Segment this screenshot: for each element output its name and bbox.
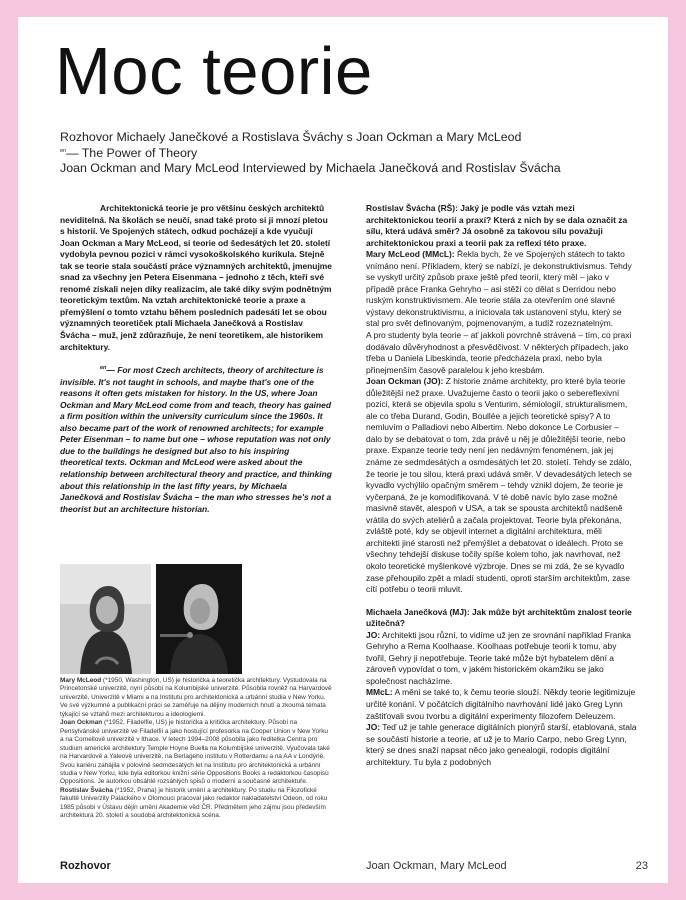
speaker-label: Mary McLeod (MMcL): <box>366 249 455 260</box>
footer-running-head: Joan Ockman, Mary McLeod <box>366 860 507 872</box>
caption-text: (*1952, Praha) je historik umění a architektury. Po studiu na Filozofické fakultě Univerzity Palackého v Olomouci pracoval jako redaktor nakladatelství Odeon, od roku 1985 působí v Ústavu dějin umění Akademie věd ČR. Předmětem jeho zájmu jsou především architektura 20. století a soudobá architektonická scéna. <box>60 786 328 820</box>
portrait-photos <box>60 564 332 674</box>
caption-name: Mary McLeod <box>60 677 102 684</box>
subtitle-english-line: Joan Ockman and Mary McLeod Interviewed by Michaela Janečková and Rostislav Švácha <box>60 161 561 175</box>
answer-text: Z historie známe architekty, pro které byla teorie důležitější než praxe. Uvažujeme často o teorii jako o sebereflexivní pozici, která se objevila spolu s Venturim, sémiologií, strukturalismem, ale co třeba Durand, Godin, Boullée a jejich teoretické spisy? A to nemluvím o Palladiovi nebo Albertim. Nebo dokonce Le Corbusier – dalo by se debatovat o tom, zda právě u něj je důležitější teorie, nebo praxe. Expanze teorie tedy není jen nedávným fenoménem, jak jej známe ze sedmdesátých a osmdesátých let 20. století. Tehdy se zdálo, že teorie je tou silou, která praxi udává směr. V devadesátých letech se kyvadlo vychýlilo opačným směrem – tehdy vznikl dojem, že teorie je vyčerpaná, že je komodifikovaná. V té době navíc bylo zase možné masivně stavět, alespoň v USA, a tak se spousta architektů nadšeně vrátila do svých ateliérů a začala projektovat. Teorie byla překonána, zvláště poté, kdy se objevil internet a digitální architektura, měli architekti jiné starosti než přemýšlet a debatovat o ideálech. Proto se všechny tehdejší diskuse točily spíše kolem toho, jak navrhovat, než okolo teoretické myšlenkové výzbroje. Dnes se mi zdá, že se kyvadlo zase přehoupilo zpět a mladí studenti, oproti starším architektům, zase cítí potřebu o teorii mluvit. <box>366 376 632 595</box>
intro-english <box>60 365 332 515</box>
answer-paragraph <box>366 687 637 722</box>
answer-text: A měni se také to, k čemu teorie slouží. Někdy teorie legitimizuje určité konání. V počátcích digitálního navrhování lidé jako Greg Lynn zaštiťovali svou tvorbu a digitální experimenty filozofem Deleuzem. <box>366 687 636 721</box>
footer-section-label: Rozhovor <box>60 860 111 872</box>
portrait-caption <box>60 677 333 821</box>
speaker-label: Joan Ockman (JO): <box>366 376 444 387</box>
answer-text: Řekla bych, že ve Spojených státech to takto vnímáno není. Příkladem, který se nabízí, je dekonstruktivismus. Tehdy se vyskytl určitý způsob praxe ještě před teorií, který měl – jako v případě práce Franka Gehryho – asi stěží co dělat s Derridou nebo ruským konstruktivismem. Ale teorie stála za otevřením oné slavné výstavy dekonstruktivismu, a iniciovala tak ustanovení stylu, který se stal pro svět definovaným, pojmenovaným, a tudíž rozeznatelným. <box>366 249 632 329</box>
intro-english-text: — For most Czech architects, theory of architecture is invisible. It's not taught in schools, and maybe that's one of the reasons it often gets mistaken for history. In the US, where Joan Ockman and Mary McLeod come from and teach, theory has gained a firm position within the university curriculum since the 1960s. It also became part of the work of renowned architects; for example Peter Eisenman – to name but one – whose reputation was not only due to the buildings he designed but also to his inspiring theoretical texts. Ockman and McLeod were asked about the relationship between architectural theory and practice, and thinking about this relationship in the last fifty years, by Michaela Janečková and Rostislav Švácha – the man who stresses he's not a theorist but an architecture historian. <box>60 365 332 514</box>
speaker-label: JO: <box>366 629 381 640</box>
answer-paragraph <box>366 249 637 330</box>
caption-entry <box>60 787 333 821</box>
caption-text: (*1950, Washington, US) je historička a teoretička architektury. Vystudovala na Princetonské univerzitě, nyní působí na Kolumbijské univerzitě. Působila rovněž na Harvardově univerzitě, Univerzitě v Miami a na Institutu pro architektonická a urbánní studia v New Yorku. Ve své výzkumné a publikační práci se zaměřuje na dějiny moderních hnutí a zkoumá témata týkající se vztahů mezi architekturou a ideologiemi. <box>60 677 332 718</box>
caption-entry <box>60 719 333 787</box>
article-title: Moc teorie <box>55 34 373 109</box>
page-number: 23 <box>635 860 648 872</box>
question-paragraph: Michaela Janečková (MJ): Jak může být architektům znalost teorie užitečná? <box>366 606 632 629</box>
answer-paragraph: A pro studenty byla teorie – ať jakkoli povrchně strávená – tím, co praxi dodávalo důvěryhodnost a přesvědčivost. V některých případech, jako třeba u Daniela Libeskinda, teorie předcházela praxi, nebo byla přinejmenším časově paralelou k jeho kresbám. <box>366 330 632 375</box>
page-sheet <box>18 17 668 883</box>
speaker-label: MMcL: <box>366 687 393 698</box>
subtitle-czech: Rozhovor Michaely Janečkové a Rostislava Šváchy s Joan Ockman a Mary McLeod <box>60 130 522 144</box>
caption-name: Rostislav Švácha <box>60 786 113 794</box>
photo-joan-ockman <box>156 564 242 674</box>
answer-paragraph <box>366 630 637 688</box>
caption-entry <box>60 677 333 719</box>
answer-text: Teď už je tahle generace digitálních pionýrů starší, etablovaná, stala se součástí historie a teorie, ať už je to Mario Carpo, nebo Greg Lynn, který se dnes snaží napsat něco jako genealogii, rodopis digitální architektury. Tu byla z podobných <box>366 722 637 767</box>
answer-paragraph <box>366 722 637 768</box>
intro-czech: Architektonická teorie je pro většinu českých architektů neviditelná. Na školách se neučí, snad také proto si ji mnozí pletou s historií. Ve Spojených státech, odkud pocházejí a kde vyučují Joan Ockman a Mary McLeod, si teorie od šedesátých let 20. století vydobyla pevnou pozici v rámci vysokoškolského kurikula. Stejně tak se teorie stala součástí práce významných architektů, jmenujme snad za všechny jen Petera Eisenmana – jednoho z těch, kteří své renomé získali nejen díky realizacím, ale také díky svým podnětným teoretickým textům. Na vztah architektonické teorie a praxe a přemýšlení o tomto vztahu během posledních padesáti let se obou významných teoretiček ptali Michaela Janečková a Rostislav Švácha – muž, jenž zdůrazňuje, že není teoretikem, ale historikem architektury. <box>60 203 332 352</box>
answer-paragraph <box>366 376 637 595</box>
right-column <box>366 203 637 768</box>
left-column <box>60 203 332 515</box>
photo-mary-mcleod <box>60 564 151 674</box>
language-marker: en <box>100 365 107 372</box>
language-marker: en <box>60 147 67 154</box>
caption-text: (*1952, Filadelfie, US) je historička a kritička architektury. Působí na Pensylvánské univerzitě ve Filadelfii a jako hostující profesorka na Cooper Union v New Yorku a na Cornellově univerzitě v Ithace. V letech 1994–2008 působila jako ředitelka Centra pro studium americké architektury Temple Hoyne Buella na Kolumbijské univerzitě. Vyučovala také na Harvardově a Yaleově univerzitě, na Berlageho institutu v Rotterdamu a na AA v Londýně. Svou kariéru zahájila v polovině sedmdesátých let na Institutu pro architektonická a urbánní studia v New Yorku, kde byla editorkou knižní série Oppositions Books a redaktorkou časopisu Oppositions. Je autorkou obsáhlé rozsáhlých spisů o moderní a současné architektuře. <box>60 719 330 786</box>
subtitle-english <box>60 146 197 162</box>
subtitle-english-title: — The Power of Theory <box>66 146 198 160</box>
answer-text: Architekti jsou různí, to vidíme už jen ze srovnání například Franka Gehryho a Rema Koolhaase. Koolhaas potřebuje teorii k tomu, aby tvořil, Gehry ji nepotřebuje. Teorie také může být hybatelem dění a zároveň vypovídat o tom, v jakém historickém okamžiku se jako společnost nacházíme. <box>366 629 631 686</box>
question-paragraph: Rostislav Švácha (RŠ): Jaký je podle vás vztah mezi architektonickou teorií a praxí? Která z nich by se dala označit za sílu, která udává směr? Já osobně za takovou sílu považuji architektonickou praxi a teorii pak za reflexi této praxe. <box>366 203 628 248</box>
caption-name: Joan Ockman <box>60 719 103 727</box>
speaker-label: JO: <box>366 722 381 733</box>
